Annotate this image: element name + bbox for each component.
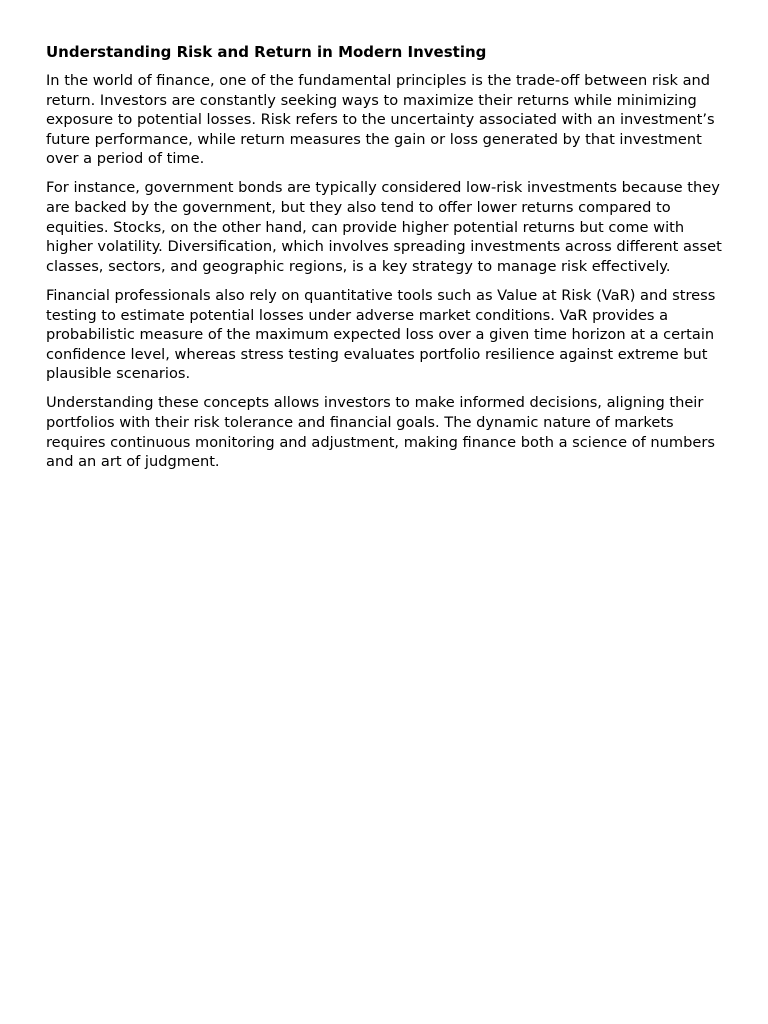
- paragraph-conclusion: Understanding these concepts allows investors to make informed decisions, aligning their portfolios with their risk tolerance and financial goals. The dynamic nature of markets requires continuous monitoring and adjustment, making finance both a science of numbers and an art of judgment.: [46, 394, 715, 471]
- document-title: Understanding Risk and Return in Modern Investing: [46, 43, 487, 61]
- paragraph-bonds-stocks-diversification: For instance, government bonds are typically considered low-risk investments because they are backed by the government, but they also tend to offer lower returns compared to equities. Stocks, on the other hand, can provide higher potential returns but come with higher volatility. Diversification, which involves spreading investments across different asset classes, sectors, and geographic regions, is a key strategy to manage risk effectively.: [46, 179, 722, 275]
- paragraph-var-stress-testing: Financial professionals also rely on quantitative tools such as Value at Risk (VaR) and stress testing to estimate potential losses under adverse market conditions. VaR provides a probabilistic measure of the maximum expected loss over a given time horizon at a certain confidence level, whereas stress testing evaluates portfolio resilience against extreme but plausible scenarios.: [46, 286, 716, 383]
- paragraph-risk-return-tradeoff: In the world of finance, one of the fundamental principles is the trade-off between risk and return. Investors are constantly seeking ways to maximize their returns while minimizing exposure to potential losses. Risk refers to the uncertainty associated with an investment’s future performance, while return measures the gain or loss generated by that investment over a period of time.: [46, 72, 715, 168]
- document-page: [46, 40, 722, 481]
